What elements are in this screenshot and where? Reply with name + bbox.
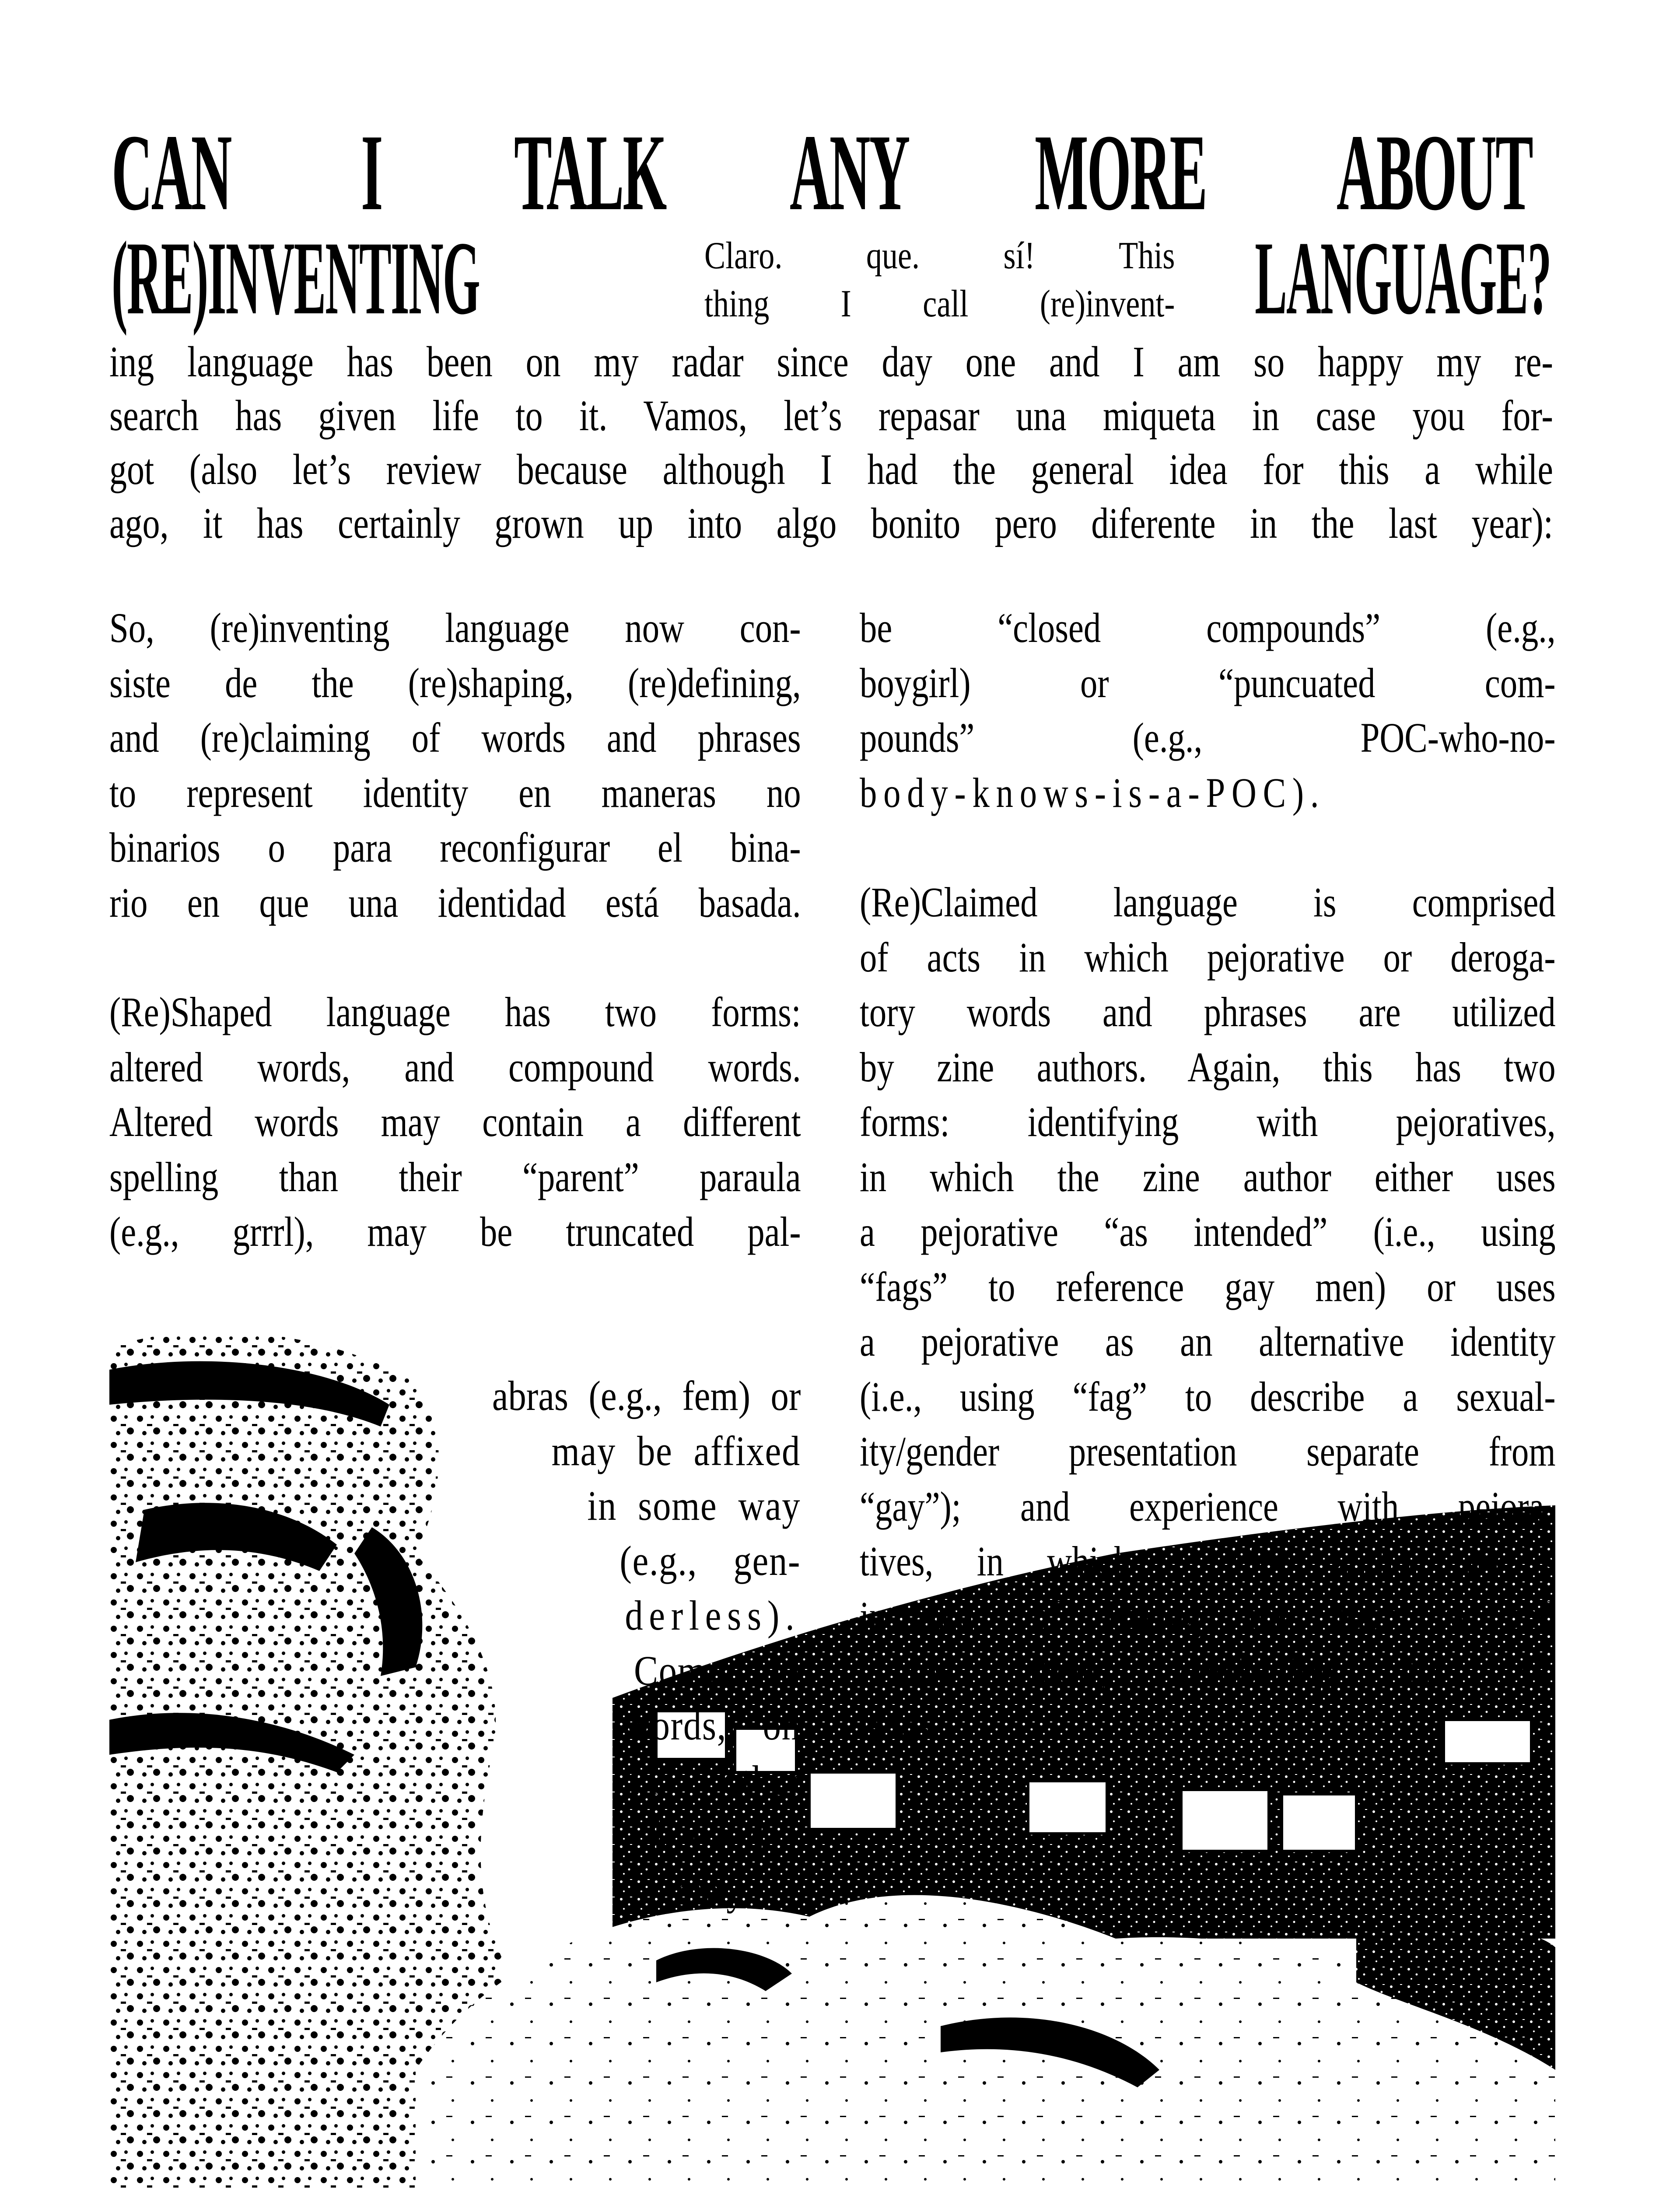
heading-reinventing: (RE)INVENTING xyxy=(112,220,480,336)
paragraph-line: Altered words may contain a different xyxy=(109,1098,801,1145)
paragraph-line: tory words and phrases are utilized xyxy=(860,989,1556,1035)
paragraph-line: (Re)Shaped language has two forms: xyxy=(109,989,801,1035)
inline-word: que. xyxy=(866,235,920,277)
right-column xyxy=(860,600,1555,1753)
paragraph-line: So, (re)inventing language now con- xyxy=(109,604,801,651)
wrapped-line: may be affixed xyxy=(551,1427,801,1474)
inline-word: I xyxy=(840,283,851,325)
paragraph-line: pounds” (e.g., POC-who-no- xyxy=(860,714,1556,761)
heading-word: TALK xyxy=(514,112,666,233)
heading-word: ANY xyxy=(790,112,909,233)
inline-word: sí! xyxy=(1003,235,1035,277)
paragraph-line: altered words, and compound words. xyxy=(109,1043,801,1090)
paragraph-line: (Re)Claimed language is comprised xyxy=(860,879,1556,926)
intro-line: ing language has been on my radar since day one and I am so happy my re- xyxy=(109,337,1553,386)
inline-word: (re)invent- xyxy=(1040,283,1175,325)
paragraph-line: “gay”); and experience with pejora- xyxy=(860,1483,1556,1530)
paragraph-line: a pejorative “as intended” (i.e., using xyxy=(860,1208,1556,1255)
wrapped-line: hand, xyxy=(654,1812,801,1858)
inline-word: call xyxy=(923,283,969,325)
paragraph-line: against them, combatting the si- xyxy=(860,1648,1556,1694)
paragraph-line: in which the zine author either uses xyxy=(860,1153,1556,1200)
heading-line-2 xyxy=(112,220,1551,336)
wrapped-line: (e.g., gen- xyxy=(620,1537,801,1584)
paragraph-gap xyxy=(860,820,1555,875)
inline-word: Claro. xyxy=(704,235,783,277)
intro-line: search has given life to it. Vamos, let’s repasar una miqueta in case you for- xyxy=(109,391,1553,440)
paragraph-line: be “closed compounds” (e.g., xyxy=(860,604,1556,651)
paragraph-line: to represent identity en maneras no xyxy=(109,769,801,816)
paragraph-line: body-knows-is-a-POC). xyxy=(860,769,1326,816)
paragraph-line: “fags” to reference gay men) or uses xyxy=(860,1263,1556,1310)
wrapped-line: Compound xyxy=(634,1647,801,1694)
wrapped-line: derless). xyxy=(625,1592,801,1639)
paragraph-line: boygirl) or “puncuated com- xyxy=(860,659,1556,706)
wrapped-line: words, on xyxy=(625,1702,801,1749)
wrapped-line: abras (e.g., fem) or xyxy=(492,1372,801,1419)
wrapped-line: may xyxy=(675,1866,748,1914)
inline-word: thing xyxy=(704,283,770,325)
paragraph-line: forms: identifying with pejoratives, xyxy=(860,1098,1556,1145)
paragraph-line: ity/gender presentation separate from xyxy=(860,1428,1556,1475)
intro-line: ago, it has certainly grown up into algo bonito pero diferente in the last year): xyxy=(109,499,1553,547)
paragraph-line: binarios o para reconfigurar el bina- xyxy=(109,824,801,871)
inline-row-2 xyxy=(704,280,1175,328)
paragraph-line: of acts in which pejorative or deroga- xyxy=(860,933,1556,981)
heading-word: I xyxy=(361,112,382,233)
paragraph-line: instances of having the term wielded xyxy=(860,1592,1556,1640)
inline-row-1 xyxy=(704,232,1175,280)
paragraph-line: by zine authors. Again, this has two xyxy=(860,1043,1556,1090)
wrapped-line: in some way xyxy=(587,1482,801,1529)
paragraph-line: lenc- xyxy=(860,1702,929,1750)
paragraph-line: a pejorative as an alternative identity xyxy=(860,1318,1556,1365)
left-column xyxy=(109,600,801,1259)
paragraph-line: (i.e., using “fag” to describe a sexual- xyxy=(860,1373,1556,1420)
paragraph-line: (e.g., grrrl), may be truncated pal- xyxy=(109,1208,801,1255)
inline-word: This xyxy=(1119,235,1175,277)
heading-word: MORE xyxy=(1035,112,1206,233)
heading-word: ABOUT xyxy=(1337,112,1532,233)
paragraph-line: tives, in which a zine author recalls xyxy=(860,1538,1556,1585)
intro-line: got (also let’s review because although I had the general idea for this a while xyxy=(109,445,1553,494)
paragraph-line: siste de the (re)shaping, (re)defining, xyxy=(109,659,801,706)
paragraph-line: rio en que una identidad está basada. xyxy=(109,879,801,926)
heading-word: CAN xyxy=(112,112,231,233)
paragraph-line: spelling than their “parent” paraula xyxy=(109,1153,801,1200)
paragraph-gap xyxy=(109,930,801,985)
wrapped-line: the other xyxy=(629,1757,801,1804)
heading-inline-text xyxy=(704,232,1175,328)
heading-language: LANGUAGE? xyxy=(1255,220,1551,336)
intro-paragraph xyxy=(109,335,1553,550)
paragraph-line: and (re)claiming of words and phrases xyxy=(109,714,801,761)
left-column-wrapped xyxy=(109,1368,801,1918)
